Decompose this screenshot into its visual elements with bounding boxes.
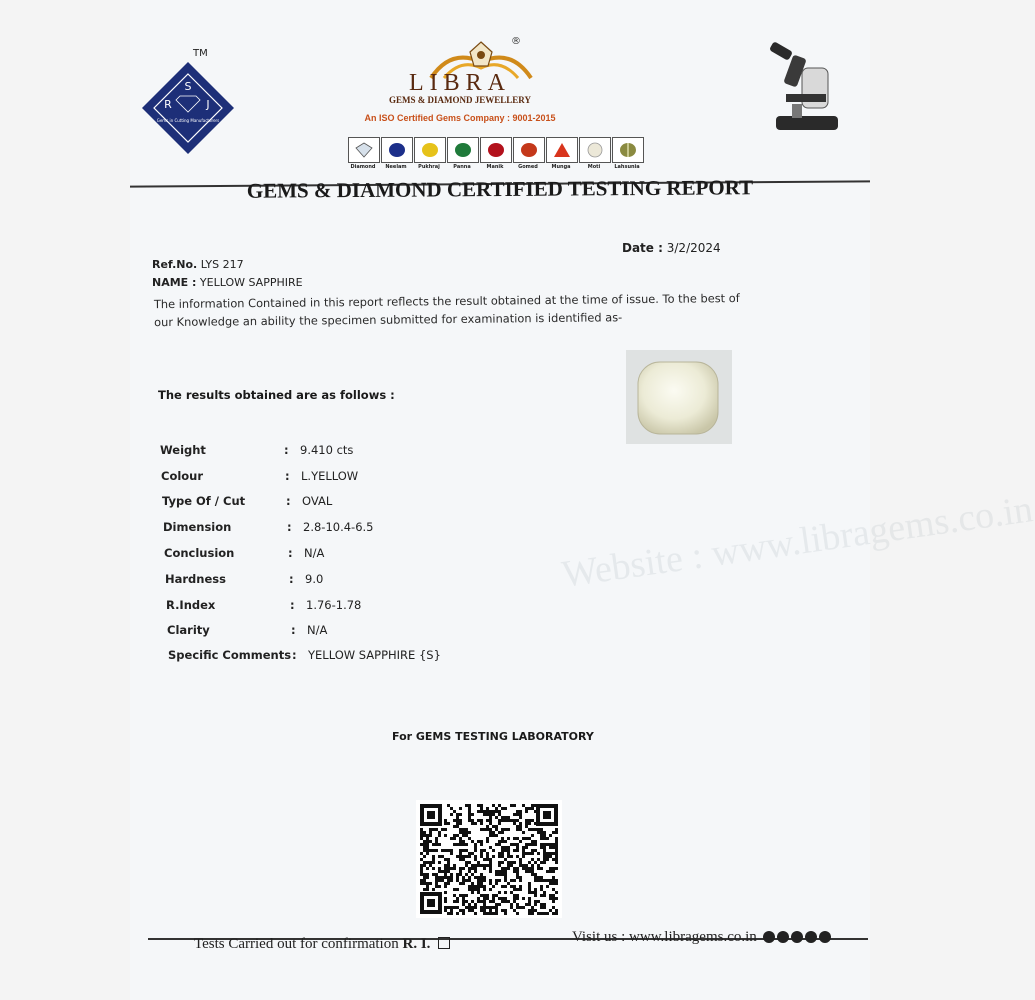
gem-item — [579, 137, 609, 170]
report-date — [622, 241, 721, 255]
field-label: Weight — [160, 443, 206, 457]
gemstone-photo — [626, 350, 732, 444]
date-value: 3/2/2024 — [666, 241, 721, 255]
panna-gem-icon — [454, 142, 472, 158]
gem-label: Munga — [551, 164, 571, 170]
facebook-icon[interactable] — [763, 931, 775, 943]
field-value: L.YELLOW — [301, 469, 359, 483]
gem-item — [348, 137, 378, 170]
instagram-icon[interactable] — [819, 931, 831, 943]
logo-letter-r: R — [164, 98, 172, 111]
field-label: Specific Comments — [168, 648, 292, 662]
gem-item — [546, 137, 576, 170]
results-heading: The results obtained are as follows : — [158, 388, 395, 402]
gem-label: Moti — [587, 164, 601, 170]
brand-subtitle: GEMS & DIAMOND JEWELLERY — [389, 95, 531, 105]
ri-checkbox[interactable] — [438, 937, 450, 949]
field-label: Conclusion — [164, 546, 235, 560]
field-value: YELLOW SAPPHIRE {S} — [308, 648, 441, 662]
gomed-gem-icon — [520, 142, 538, 158]
srj-logo — [140, 60, 236, 156]
logo-caption: Gems in Cutting Manufacturers — [156, 118, 220, 123]
registered-mark: ® — [511, 36, 521, 47]
gem-label: Diamond — [350, 164, 376, 170]
logo-letter-s: S — [184, 80, 192, 93]
gem-label: Lahsunia — [614, 164, 640, 170]
social-icons — [763, 931, 831, 943]
twitter-icon[interactable] — [791, 931, 803, 943]
gem-item — [414, 137, 444, 170]
gem-label: Gomed — [518, 164, 538, 170]
iso-line: An ISO Certified Gems Company : 9001-2015 — [364, 113, 556, 123]
field-label: Colour — [161, 469, 204, 483]
lahsunia-gem-icon — [619, 142, 637, 158]
ref-value: LYS 217 — [200, 258, 244, 271]
whatsapp-icon[interactable] — [777, 931, 789, 943]
name-label: NAME : — [152, 276, 197, 289]
manik-gem-icon — [487, 142, 505, 158]
gem-label: Manik — [486, 164, 504, 170]
field-value: OVAL — [302, 494, 333, 508]
footer-ri-label: R. I. — [402, 936, 431, 952]
field-value: 2.8-10.4-6.5 — [303, 520, 374, 534]
gem-label: Panna — [453, 164, 471, 170]
field-label: Hardness — [165, 572, 226, 586]
gem-label: Pukhraj — [418, 164, 440, 170]
youtube-icon[interactable] — [805, 931, 817, 943]
field-value: 9.0 — [305, 572, 324, 586]
website-link[interactable]: Visit us : www.libragems.co.in — [572, 929, 757, 945]
field-value: 9.410 cts — [300, 443, 354, 457]
field-label: Clarity — [167, 623, 210, 637]
field-label: Type Of / Cut — [162, 494, 246, 508]
field-value: 1.76-1.78 — [306, 598, 362, 612]
date-label: Date : — [622, 241, 663, 255]
footer-website — [572, 929, 831, 946]
gem-item — [480, 137, 510, 170]
field-value: N/A — [304, 546, 325, 560]
munga-gem-icon — [553, 142, 571, 158]
moti-gem-icon — [586, 142, 604, 158]
gem-item — [381, 137, 411, 170]
lab-signature-line: For GEMS TESTING LABORATORY — [392, 730, 594, 743]
pukhraj-gem-icon — [421, 142, 439, 158]
field-label: Dimension — [163, 520, 232, 534]
footer-confirmation: Tests Carried out for confirmation R. I. — [194, 936, 450, 953]
gem-item — [447, 137, 477, 170]
report-title: GEMS & DIAMOND CERTIFIED TESTING REPORT — [246, 175, 754, 203]
reference-number — [152, 258, 244, 271]
watermark-text: Website : www.libragems.co.in — [559, 488, 1035, 596]
microscope-icon — [762, 38, 852, 134]
qr-code[interactable] — [416, 800, 562, 918]
gem-item — [513, 137, 543, 170]
gem-label: Neelam — [385, 164, 407, 170]
gem-item — [612, 137, 642, 170]
trademark-mark: TM — [193, 48, 208, 59]
neelam-gem-icon — [388, 142, 406, 158]
gem-strip — [348, 137, 642, 170]
logo-letter-j: J — [206, 98, 210, 111]
diamond-gem-icon — [355, 142, 373, 158]
brand-block — [360, 36, 560, 123]
brand-name: LIBRA — [409, 70, 511, 96]
stone-name — [152, 276, 303, 289]
name-value: YELLOW SAPPHIRE — [199, 276, 303, 289]
certificate-page: Website : www.libragems.co.in S R J Gems in Cutting Manufacturers TM ® LIBRA GEMS & DIAMOND JEWELLERY An ISO Certified Gems Company : 9001-2015 Diamond Neelam Pukhraj Panna Manik Gomed Munga Moti Lahsunia GEMS & DIAMOND CERTIFIED TESTING REPORT Date : 3/2/2024 Ref.No. LYS 217 NAME : YELLOW SAPPHIRE The information Contained in this report reflects the result obtained at the time of issue. To the best of our Knowledge an ability the specimen submitted for examination is identified as- The results obtained are as follows : Weight : 9.410 cts Colour : L.YELLOW Type Of / Cut : OVAL Dimension : 2.8-10.4-6.5 Conclusion : N/A Hardness : 9.0 R.Index : 1.76-1.78 Clarity : N/A Specific Comments : YELLOW SAPPHIRE {S} For GEMS TESTING LABORATORY Tests Carried out for confirmation R. I. Visit us : www.libragems.co.in — [130, 0, 870, 1000]
intro-paragraph: The information Contained in this report reflects the result obtained at the time of issue. To the best of our Knowledge an ability the specimen submitted for examination is identified as- — [153, 291, 740, 330]
field-value: N/A — [307, 623, 328, 637]
ref-label: Ref.No. — [152, 258, 198, 271]
field-label: R.Index — [166, 598, 216, 612]
